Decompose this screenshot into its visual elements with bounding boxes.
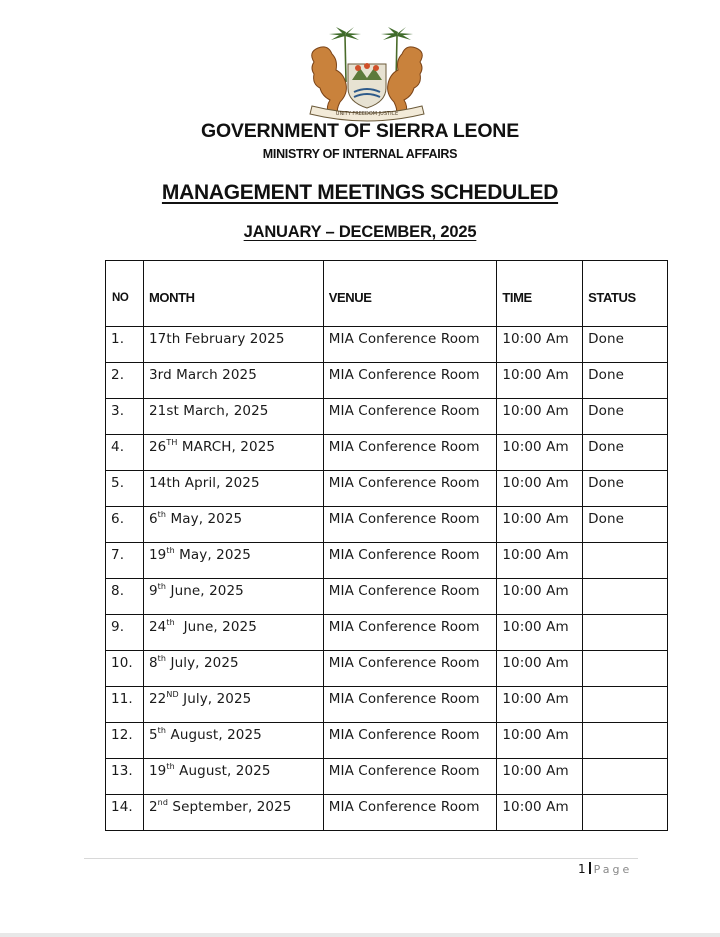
time-text: 10:00 Am xyxy=(502,691,569,707)
row-number xyxy=(106,579,144,615)
date-ordinal-suffix: nd xyxy=(157,798,169,807)
row-number-text: 11. xyxy=(111,691,133,707)
page-footer xyxy=(578,862,632,876)
row-number-text: 8. xyxy=(111,583,125,599)
meeting-date xyxy=(143,723,323,759)
column-header-no: NO xyxy=(106,261,144,327)
coat-of-arms-icon xyxy=(300,22,434,122)
table-row xyxy=(106,615,668,651)
row-number-text: 13. xyxy=(111,763,133,779)
venue-text: MIA Conference Room xyxy=(328,799,480,815)
venue-text: MIA Conference Room xyxy=(328,583,480,599)
meeting-venue xyxy=(323,615,497,651)
status-text: Done xyxy=(588,367,625,383)
time-text: 10:00 Am xyxy=(502,547,569,563)
venue-text: MIA Conference Room xyxy=(328,547,480,563)
row-number xyxy=(106,507,144,543)
row-number xyxy=(106,795,144,831)
row-number-text: 4. xyxy=(111,439,125,455)
venue-text: MIA Conference Room xyxy=(328,475,480,491)
row-number xyxy=(106,327,144,363)
time-text: 10:00 Am xyxy=(502,655,569,671)
date-rest-text: June, 2025 xyxy=(174,619,257,635)
schedule-period: JANUARY – DECEMBER, 2025 xyxy=(243,223,477,241)
meeting-date xyxy=(143,579,323,615)
time-text: 10:00 Am xyxy=(502,727,569,743)
meeting-status xyxy=(583,795,668,831)
table-row xyxy=(106,399,668,435)
table-row xyxy=(106,507,668,543)
meeting-time xyxy=(497,399,583,435)
meeting-venue xyxy=(323,327,497,363)
meeting-venue xyxy=(323,795,497,831)
row-number xyxy=(106,399,144,435)
row-number-text: 12. xyxy=(111,727,133,743)
time-text: 10:00 Am xyxy=(502,475,569,491)
government-heading: GOVERNMENT OF SIERRA LEONE xyxy=(200,120,520,142)
status-text: Done xyxy=(588,403,625,419)
meeting-date xyxy=(143,687,323,723)
meeting-venue xyxy=(323,579,497,615)
row-number xyxy=(106,651,144,687)
date-rest-text: July, 2025 xyxy=(178,691,252,707)
meeting-status xyxy=(583,435,668,471)
meeting-time xyxy=(497,579,583,615)
date-rest-text: May, 2025 xyxy=(166,511,243,527)
meeting-date xyxy=(143,399,323,435)
meeting-status xyxy=(583,363,668,399)
time-text: 10:00 Am xyxy=(502,583,569,599)
meeting-status xyxy=(583,579,668,615)
meeting-status xyxy=(583,399,668,435)
meeting-time xyxy=(497,543,583,579)
row-number xyxy=(106,759,144,795)
meeting-time xyxy=(497,507,583,543)
meeting-status xyxy=(583,759,668,795)
time-text: 10:00 Am xyxy=(502,367,569,383)
column-header-month: MONTH xyxy=(143,261,323,327)
page-number: 1 xyxy=(578,862,586,876)
date-ordinal-suffix: th xyxy=(166,546,175,555)
row-number xyxy=(106,543,144,579)
venue-text: MIA Conference Room xyxy=(328,439,480,455)
meeting-status xyxy=(583,507,668,543)
row-number xyxy=(106,435,144,471)
table-row xyxy=(106,795,668,831)
date-ordinal-suffix: th xyxy=(157,582,167,591)
status-text: Done xyxy=(588,439,625,455)
meeting-time xyxy=(497,615,583,651)
page-separator xyxy=(589,862,591,874)
meeting-status xyxy=(583,615,668,651)
table-header-row xyxy=(106,261,668,327)
row-number-text: 2. xyxy=(111,367,125,383)
date-rest-text: August, 2025 xyxy=(174,763,271,779)
date-rest-text: July, 2025 xyxy=(166,655,239,671)
meeting-date xyxy=(143,435,323,471)
row-number xyxy=(106,471,144,507)
status-text: Done xyxy=(588,475,625,491)
row-number xyxy=(106,723,144,759)
status-text: Done xyxy=(588,511,625,527)
page-bottom-edge xyxy=(0,933,720,937)
meeting-date xyxy=(143,327,323,363)
meeting-date xyxy=(143,651,323,687)
date-text: 14th April, 2025 xyxy=(148,475,260,491)
meeting-time xyxy=(497,687,583,723)
date-text: 24 xyxy=(148,619,167,635)
status-text: Done xyxy=(588,331,625,347)
date-text: 6 xyxy=(148,511,158,527)
column-header-status: STATUS xyxy=(583,261,668,327)
date-ordinal-suffix: th xyxy=(166,618,175,627)
meeting-date xyxy=(143,363,323,399)
meeting-venue xyxy=(323,507,497,543)
table-row xyxy=(106,543,668,579)
table-row xyxy=(106,651,668,687)
meeting-status xyxy=(583,687,668,723)
venue-text: MIA Conference Room xyxy=(328,331,480,347)
emblem-motto: UNITY FREEDOM JUSTICE xyxy=(335,111,399,117)
date-ordinal-suffix: TH xyxy=(166,438,178,447)
meeting-status xyxy=(583,471,668,507)
date-ordinal-suffix: th xyxy=(157,654,167,663)
row-number-text: 3. xyxy=(111,403,125,419)
meeting-date xyxy=(143,543,323,579)
meeting-venue xyxy=(323,543,497,579)
meeting-time xyxy=(497,723,583,759)
venue-text: MIA Conference Room xyxy=(328,511,480,527)
venue-text: MIA Conference Room xyxy=(328,619,480,635)
row-number-text: 9. xyxy=(111,619,125,635)
date-text: 22 xyxy=(148,691,167,707)
row-number xyxy=(106,363,144,399)
footer-divider xyxy=(84,858,638,859)
meeting-time xyxy=(497,471,583,507)
row-number-text: 14. xyxy=(111,799,133,815)
page-label: Page xyxy=(593,863,633,876)
ministry-heading: MINISTRY OF INTERNAL AFFAIRS xyxy=(262,147,458,161)
meeting-status xyxy=(583,723,668,759)
meeting-time xyxy=(497,327,583,363)
date-ordinal-suffix: th xyxy=(166,762,175,771)
meeting-status xyxy=(583,543,668,579)
date-rest-text: May, 2025 xyxy=(174,547,251,563)
row-number xyxy=(106,687,144,723)
meeting-date xyxy=(143,759,323,795)
meeting-venue xyxy=(323,399,497,435)
venue-text: MIA Conference Room xyxy=(328,727,480,743)
meeting-time xyxy=(497,759,583,795)
venue-text: MIA Conference Room xyxy=(328,367,480,383)
date-ordinal-suffix: th xyxy=(157,726,167,735)
date-ordinal-suffix: th xyxy=(157,510,167,519)
date-rest-text: MARCH, 2025 xyxy=(177,439,276,455)
date-text: 17th February 2025 xyxy=(148,331,285,347)
meeting-date xyxy=(143,615,323,651)
meeting-venue xyxy=(323,723,497,759)
venue-text: MIA Conference Room xyxy=(328,655,480,671)
date-text: 9 xyxy=(148,583,158,599)
table-row xyxy=(106,579,668,615)
meeting-date xyxy=(143,795,323,831)
row-number-text: 10. xyxy=(111,655,133,671)
table-row xyxy=(106,435,668,471)
meeting-time xyxy=(497,651,583,687)
meeting-time xyxy=(497,795,583,831)
meeting-date xyxy=(143,471,323,507)
column-header-time: TIME xyxy=(497,261,583,327)
date-text: 2 xyxy=(148,799,158,815)
meeting-venue xyxy=(323,687,497,723)
date-ordinal-suffix: ND xyxy=(166,690,179,699)
row-number-text: 7. xyxy=(111,547,125,563)
meeting-status xyxy=(583,327,668,363)
table-row xyxy=(106,327,668,363)
meeting-time xyxy=(497,435,583,471)
meeting-time xyxy=(497,363,583,399)
time-text: 10:00 Am xyxy=(502,763,569,779)
meeting-date xyxy=(143,507,323,543)
coat-of-arms-emblem xyxy=(300,22,434,122)
meeting-venue xyxy=(323,363,497,399)
venue-text: MIA Conference Room xyxy=(328,691,480,707)
meeting-venue xyxy=(323,471,497,507)
table-row xyxy=(106,471,668,507)
meetings-table xyxy=(105,260,668,831)
meeting-venue xyxy=(323,435,497,471)
date-text: 19 xyxy=(148,547,167,563)
column-header-venue: VENUE xyxy=(323,261,497,327)
time-text: 10:00 Am xyxy=(502,799,569,815)
time-text: 10:00 Am xyxy=(502,331,569,347)
date-rest-text: August, 2025 xyxy=(166,727,262,743)
table-row xyxy=(106,687,668,723)
venue-text: MIA Conference Room xyxy=(328,763,480,779)
document-title: MANAGEMENT MEETINGS SCHEDULED xyxy=(161,181,559,204)
table-row xyxy=(106,723,668,759)
table-row xyxy=(106,759,668,795)
venue-text: MIA Conference Room xyxy=(328,403,480,419)
row-number-text: 5. xyxy=(111,475,125,491)
time-text: 10:00 Am xyxy=(502,403,569,419)
meeting-status xyxy=(583,651,668,687)
time-text: 10:00 Am xyxy=(502,619,569,635)
meeting-venue xyxy=(323,759,497,795)
time-text: 10:00 Am xyxy=(502,439,569,455)
date-rest-text: June, 2025 xyxy=(166,583,244,599)
date-text: 5 xyxy=(148,727,158,743)
date-text: 8 xyxy=(148,655,158,671)
meeting-venue xyxy=(323,651,497,687)
date-text: 21st March, 2025 xyxy=(148,403,269,419)
date-text: 19 xyxy=(148,763,167,779)
row-number xyxy=(106,615,144,651)
time-text: 10:00 Am xyxy=(502,511,569,527)
date-text: 26 xyxy=(148,439,167,455)
table-row xyxy=(106,363,668,399)
row-number-text: 1. xyxy=(111,331,125,347)
row-number-text: 6. xyxy=(111,511,125,527)
date-text: 3rd March 2025 xyxy=(148,367,257,383)
date-rest-text: September, 2025 xyxy=(168,799,292,815)
